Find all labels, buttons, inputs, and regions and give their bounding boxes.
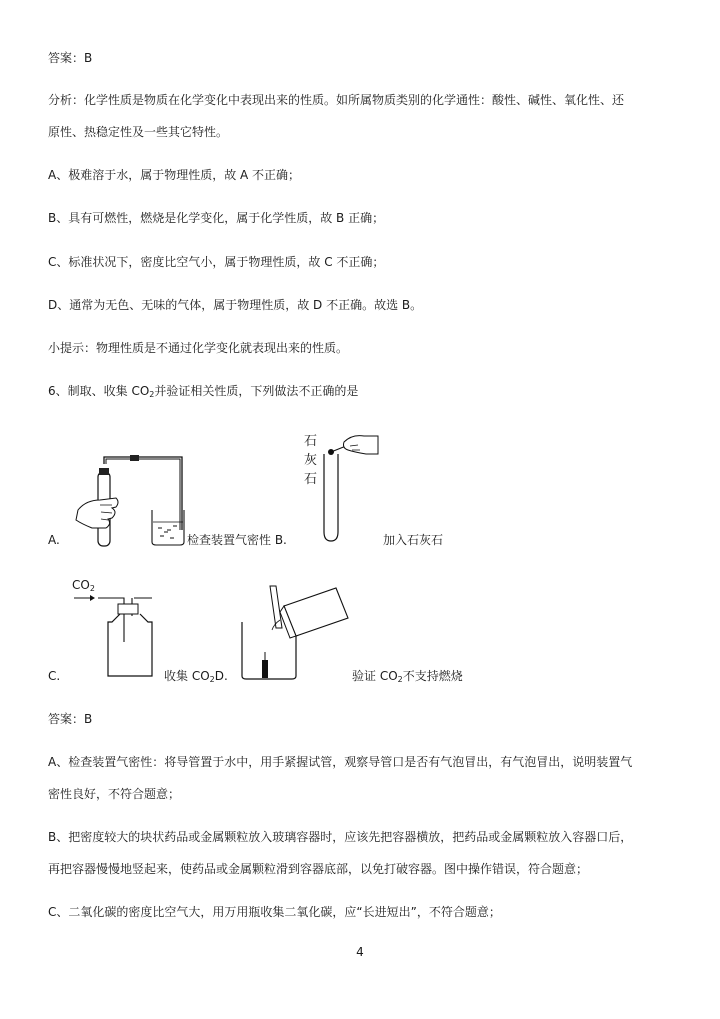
- figure-d-beaker-candle: [236, 580, 356, 682]
- figure-a-airtightness: [72, 452, 192, 548]
- tip-text: 小提示：物理性质是不通过化学变化就表现出来的性质。: [48, 341, 349, 355]
- question-6-post: 并验证相关性质，下列做法不正确的是: [154, 384, 359, 398]
- figure-b-char-3: 石: [304, 472, 318, 487]
- figure-b-char-1: 石: [304, 434, 318, 449]
- answer-2-label: 答案：B: [48, 712, 93, 726]
- explanation-b-line-1: B、把密度较大的块状药品或金属颗粒放入玻璃容器时，应该先把容器横放，把药品或金属颗粒放入容器口后，: [48, 830, 633, 844]
- figure-b-char-2: 灰: [304, 453, 318, 468]
- figure-c-co2-text: CO: [72, 578, 90, 592]
- figure-c-caption: [164, 668, 228, 684]
- figure-c-caption-sub: 2: [209, 675, 215, 684]
- figure-d-caption: [352, 668, 463, 684]
- figure-a-label: A.: [48, 533, 60, 547]
- figure-d-caption-pre: 验证 CO: [352, 669, 398, 683]
- figure-b-caption: 加入石灰石: [383, 533, 444, 547]
- option-c-text: C、标准状况下，密度比空气小，属于物理性质，故 C 不正确；: [48, 255, 385, 269]
- explanation-b-line-2: 再把容器慢慢地竖起来，使药品或金属颗粒滑到容器底部，以免打破容器。图中操作错误，符合题意；: [48, 862, 589, 876]
- figure-d-caption-post: 不支持燃烧: [402, 669, 463, 683]
- option-d-text: D、通常为无色、无味的气体，属于物理性质，故 D 不正确。故选 B。: [48, 298, 423, 312]
- question-6-sub: 2: [149, 390, 155, 399]
- analysis-line-2: 原性、热稳定性及一些其它特性。: [48, 125, 229, 139]
- figure-c-caption-post: D.: [214, 669, 228, 683]
- analysis-line-1: 分析：化学性质是物质在化学变化中表现出来的性质。如所属物质类别的化学通性：酸性、碱性、氧化性、还: [48, 93, 625, 107]
- figure-c-gas-bottle: [72, 590, 162, 680]
- question-6-pre: 6、制取、收集 CO: [48, 384, 150, 398]
- explanation-a-line-2: 密性良好，不符合题意；: [48, 787, 181, 801]
- figure-b-vertical-label: [304, 432, 317, 489]
- figure-c-co2-sub: 2: [89, 584, 95, 593]
- explanation-c-line: C、二氧化碳的密度比空气大，用万用瓶收集二氧化碳，应“长进短出”，不符合题意；: [48, 905, 501, 919]
- answer-label: 答案：B: [48, 51, 93, 65]
- page-number: 4: [356, 945, 364, 959]
- explanation-a-line-1: A、检查装置气密性：将导管置于水中，用手紧握试管，观察导管口是否有气泡冒出，有气泡冒出，说明装置气: [48, 755, 633, 769]
- figure-c-label: C.: [48, 669, 61, 683]
- figure-c-caption-pre: 收集 CO: [164, 669, 210, 683]
- option-a-text: A、极难溶于水，属于物理性质，故 A 不正确；: [48, 168, 301, 182]
- figure-b-test-tube: [318, 428, 382, 544]
- option-b-text: B、具有可燃性，燃烧是化学变化，属于化学性质，故 B 正确；: [48, 211, 385, 225]
- figure-a-caption: 检查装置气密性 B.: [187, 533, 287, 547]
- question-6: [48, 383, 358, 399]
- figure-d-caption-sub: 2: [397, 675, 403, 684]
